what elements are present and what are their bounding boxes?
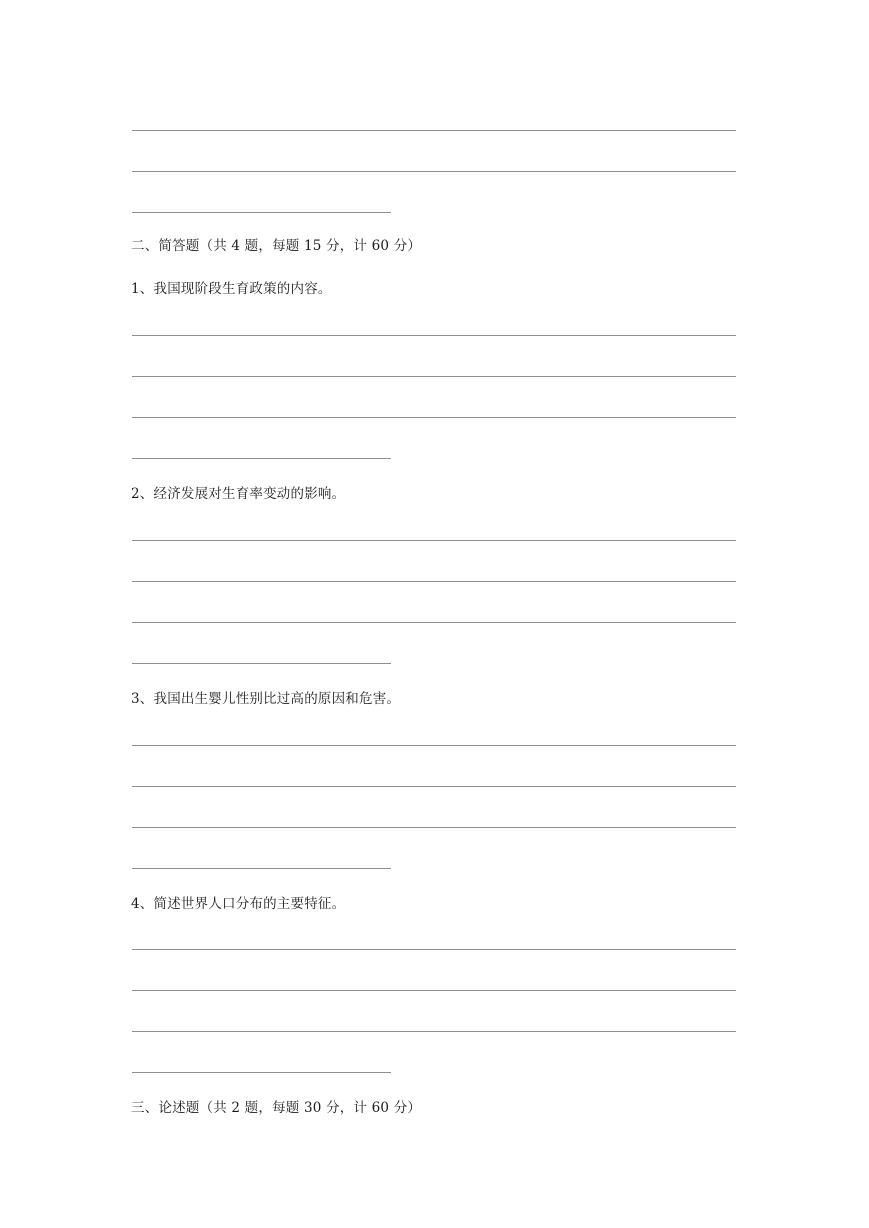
answer-line (132, 130, 736, 131)
answer-line (132, 786, 736, 787)
answer-line (132, 335, 736, 336)
answer-line-short (132, 212, 391, 213)
answer-line (132, 827, 736, 828)
answer-line (132, 540, 736, 541)
section-heading-short-answer: 二、简答题（共 4 题，每题 15 分，计 60 分） (131, 238, 422, 254)
answer-line (132, 417, 736, 418)
answer-line (132, 949, 736, 950)
answer-line (132, 990, 736, 991)
answer-line (132, 1031, 736, 1032)
answer-line-short (132, 458, 391, 459)
answer-line (132, 171, 736, 172)
question-1: 1、我国现阶段生育政策的内容。 (131, 281, 332, 297)
section-heading-essay: 三、论述题（共 2 题，每题 30 分，计 60 分） (131, 1100, 422, 1116)
answer-line-short (132, 663, 391, 664)
answer-line (132, 376, 736, 377)
question-2: 2、经济发展对生育率变动的影响。 (131, 486, 346, 502)
question-3: 3、我国出生婴儿性别比过高的原因和危害。 (131, 691, 401, 707)
answer-line (132, 745, 736, 746)
answer-line (132, 581, 736, 582)
answer-line (132, 622, 736, 623)
question-4: 4、简述世界人口分布的主要特征。 (131, 896, 346, 912)
answer-line-short (132, 1072, 391, 1073)
answer-line-short (132, 868, 391, 869)
